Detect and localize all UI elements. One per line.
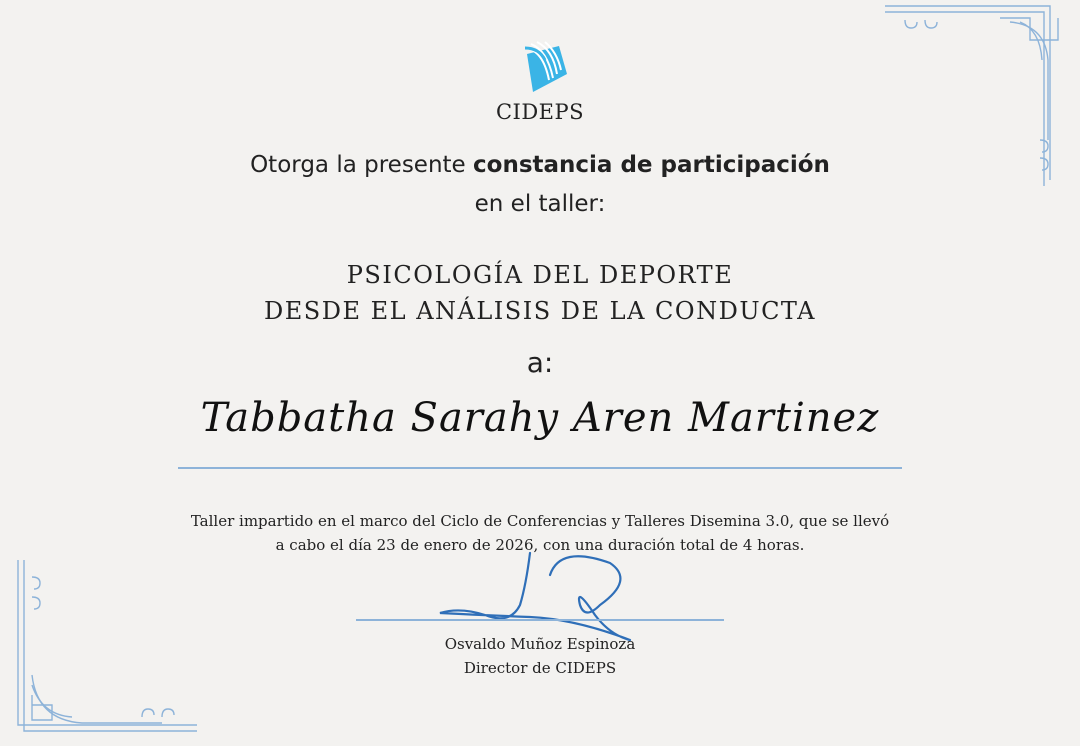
name-underline <box>178 467 902 469</box>
signatory-name: Osvaldo Muñoz Espinoza <box>444 635 636 653</box>
workshop-title-line1: PSICOLOGÍA DEL DEPORTE <box>346 261 734 289</box>
award-prefix: Otorga la presente <box>250 152 474 178</box>
signatory-role: Director de CIDEPS <box>463 659 617 677</box>
description-line1: Taller impartido en el marco del Ciclo de Conferencias y Talleres Disemina 3.0, que se llevó <box>190 512 890 530</box>
award-type: constancia de participación <box>473 152 830 178</box>
recipient-name: Tabbatha Sarahy Aren Martinez <box>200 395 880 441</box>
award-continuation: en el taller: <box>474 191 606 217</box>
cideps-logo-icon <box>509 40 573 96</box>
recipient-label: a: <box>526 346 554 379</box>
workshop-title-line2: DESDE EL ANÁLISIS DE LA CONDUCTA <box>264 297 816 325</box>
organization-name: CIDEPS <box>495 100 585 124</box>
signature-line <box>356 619 724 621</box>
award-statement <box>0 152 1080 178</box>
description-line2: a cabo el día 23 de enero de 2026, con una duración total de 4 horas. <box>275 536 805 554</box>
